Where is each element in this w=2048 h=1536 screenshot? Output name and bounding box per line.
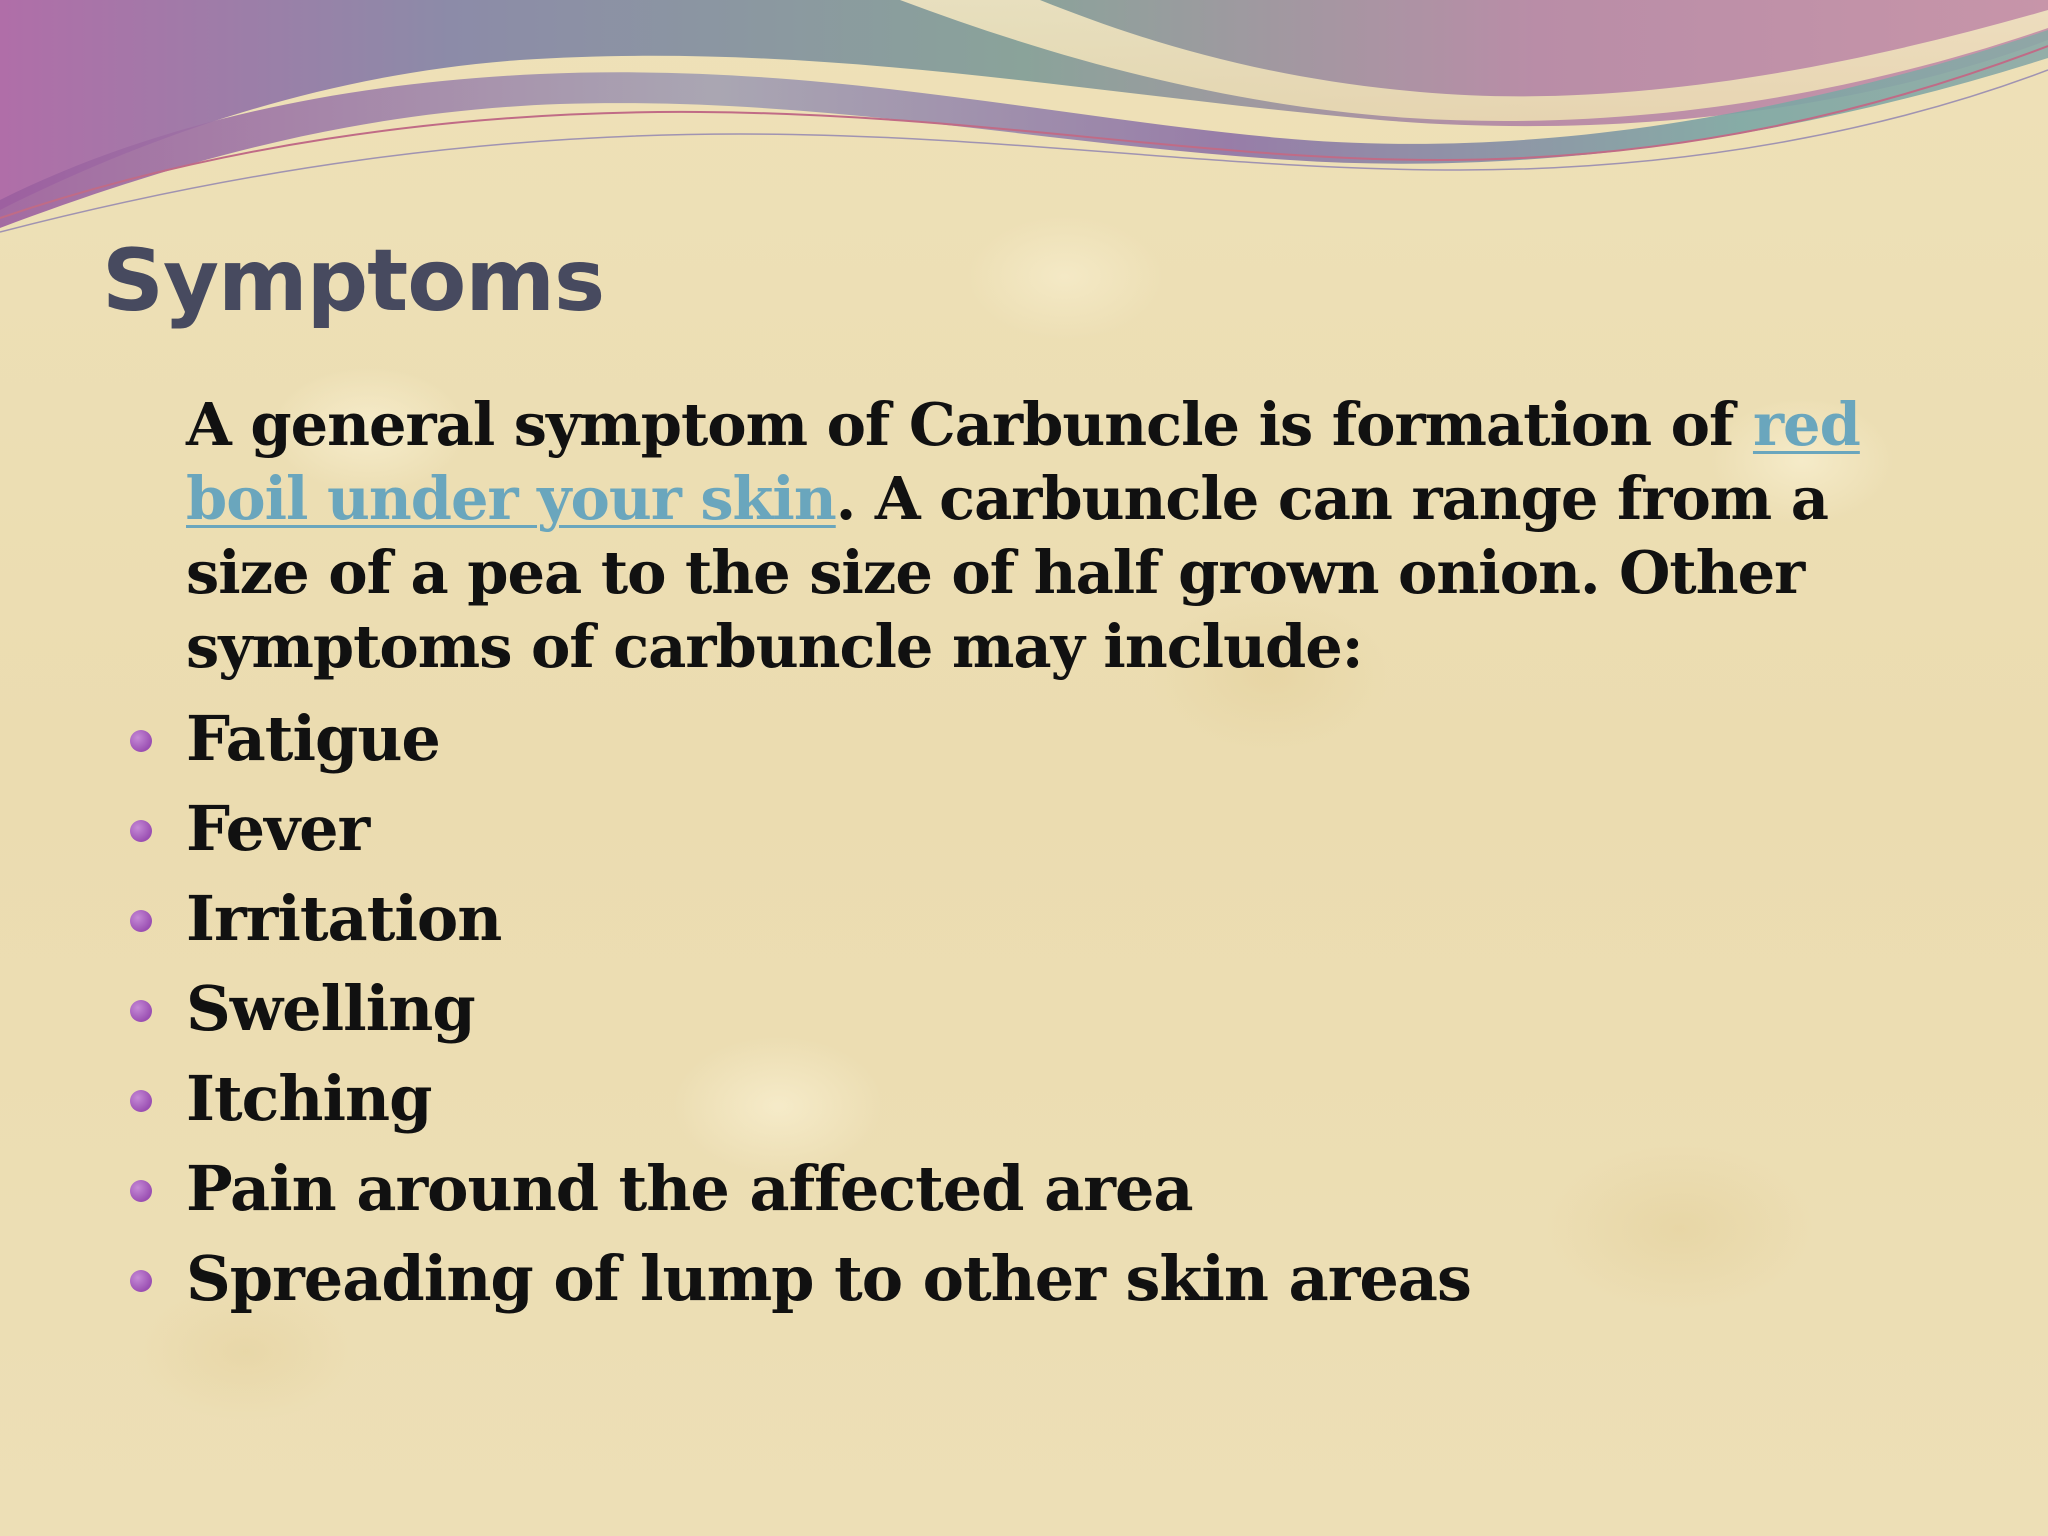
bullet-icon [130, 1180, 152, 1202]
symptom-label: Itching [186, 1062, 432, 1135]
bullet-icon [130, 1000, 152, 1022]
intro-paragraph [186, 388, 1876, 684]
bullet-icon [130, 1270, 152, 1292]
symptom-item-pain [128, 1144, 1471, 1234]
slide-title: Symptoms [102, 231, 605, 331]
symptom-item-itching [128, 1054, 1471, 1144]
symptom-item-fever [128, 784, 1471, 874]
bullet-icon [130, 910, 152, 932]
symptom-label: Swelling [186, 972, 475, 1045]
symptom-label: Fatigue [186, 702, 440, 775]
symptom-list [128, 694, 1471, 1324]
bullet-icon [130, 1090, 152, 1112]
symptom-item-swelling [128, 964, 1471, 1054]
intro-text-before-link: A general symptom of Carbuncle is formation of [186, 390, 1753, 459]
symptom-label: Fever [186, 792, 370, 865]
symptom-label: Spreading of lump to other skin areas [186, 1242, 1471, 1315]
intro-text-after-link: . A carbuncle can range from a size of a pea to the size of half grown onion. Other symptoms of carbuncle may include: [186, 464, 1828, 681]
symptom-item-spreading [128, 1234, 1471, 1324]
symptom-label: Pain around the affected area [186, 1152, 1193, 1225]
bullet-icon [130, 730, 152, 752]
decorative-wave-banner [0, 0, 2048, 260]
symptom-item-irritation [128, 874, 1471, 964]
symptom-item-fatigue [128, 694, 1471, 784]
symptom-label: Irritation [186, 882, 502, 955]
bullet-icon [130, 820, 152, 842]
red-boil-link[interactable]: red boil under your skin [186, 390, 1860, 533]
